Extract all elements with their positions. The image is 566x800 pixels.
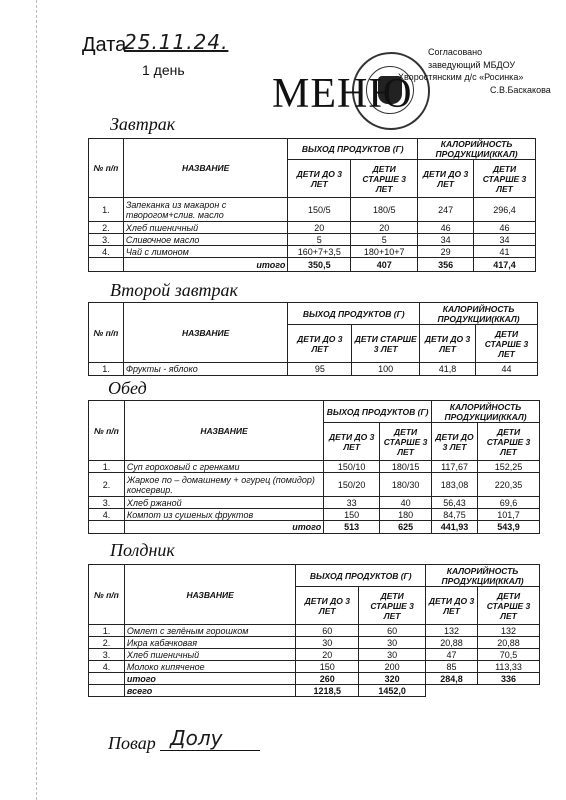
row-output-under3: 30	[296, 637, 359, 649]
day-label: 1 день	[142, 62, 185, 78]
signature-line	[160, 750, 260, 751]
row-output-under3: 33	[324, 497, 380, 509]
row-num: 3.	[89, 497, 125, 509]
row-num: 4.	[89, 246, 124, 258]
col-over3: ДЕТИ СТАРШЕ 3 ЛЕТ	[478, 587, 540, 625]
row-num: 2.	[89, 637, 125, 649]
cook-signature: Долу	[170, 726, 223, 750]
total-output-over3: 625	[380, 521, 432, 534]
row-num: 4.	[89, 661, 125, 673]
row-output-over3: 5	[351, 234, 418, 246]
row-output-under3: 5	[288, 234, 351, 246]
total-kcal-over3: 543,9	[478, 521, 540, 534]
row-kcal-over3: 70,5	[478, 649, 540, 661]
row-kcal-under3: 20,88	[426, 637, 478, 649]
total-label: итого	[123, 258, 287, 272]
col-under3: ДЕТИ ДО 3 ЛЕТ	[426, 587, 478, 625]
row-kcal-under3: 132	[426, 625, 478, 637]
table-row	[89, 363, 538, 376]
table-row	[89, 509, 540, 521]
row-name: Молоко кипяченое	[124, 661, 295, 673]
row-kcal-over3: 69,6	[478, 497, 540, 509]
grand-total-label: всего	[124, 685, 295, 697]
row-kcal-under3: 41,8	[420, 363, 476, 376]
total-output-under3: 350,5	[288, 258, 351, 272]
row-output-over3: 180/15	[380, 461, 432, 473]
table-row	[89, 461, 540, 473]
total-output-under3: 513	[324, 521, 380, 534]
row-name: Икра кабачковая	[124, 637, 295, 649]
table-row	[89, 625, 540, 637]
menu-table-lunch	[88, 400, 540, 534]
row-kcal-over3: 46	[474, 222, 536, 234]
date-value: 25.11.24.	[124, 30, 229, 54]
col-over3: ДЕТИ СТАРШЕ 3 ЛЕТ	[476, 325, 538, 363]
row-output-over3: 40	[380, 497, 432, 509]
col-under3: ДЕТИ ДО 3 ЛЕТ	[296, 587, 359, 625]
menu-table-breakfast	[88, 138, 536, 272]
row-output-over3: 180/30	[380, 473, 432, 497]
row-kcal-over3: 41	[474, 246, 536, 258]
row-kcal-over3: 101,7	[478, 509, 540, 521]
row-output-under3: 150/5	[288, 198, 351, 222]
row-kcal-over3: 34	[474, 234, 536, 246]
col-under3: ДЕТИ ДО 3 ЛЕТ	[418, 160, 474, 198]
col-output: ВЫХОД ПРОДУКТОВ (Г)	[324, 401, 432, 423]
row-output-under3: 20	[288, 222, 351, 234]
approval-block	[398, 46, 551, 96]
col-calories: КАЛОРИЙНОСТЬ ПРОДУКЦИИ(ККАЛ)	[420, 303, 538, 325]
grand-total-output-over3: 1452,0	[359, 685, 426, 697]
section-title-snack: Полдник	[110, 540, 175, 560]
row-kcal-over3: 113,33	[478, 661, 540, 673]
total-output-over3: 320	[359, 673, 426, 685]
col-output: ВЫХОД ПРОДУКТОВ (Г)	[288, 139, 418, 160]
row-output-under3: 150/20	[324, 473, 380, 497]
col-name: НАЗВАНИЕ	[123, 303, 288, 363]
row-name: Запеканка из макарон с творогом+слив. масло	[123, 198, 287, 222]
col-over3: ДЕТИ СТАРШЕ 3 ЛЕТ	[474, 160, 536, 198]
col-over3: ДЕТИ СТАРШЕ 3 ЛЕТ	[351, 160, 418, 198]
menu-table-snack	[88, 564, 540, 697]
col-name: НАЗВАНИЕ	[124, 565, 295, 625]
table-row	[89, 198, 536, 222]
total-row	[89, 673, 540, 685]
row-kcal-under3: 84,75	[432, 509, 478, 521]
row-output-under3: 60	[296, 625, 359, 637]
row-num: 1.	[89, 625, 125, 637]
row-num: 3.	[89, 649, 125, 661]
row-output-under3: 150	[324, 509, 380, 521]
row-kcal-over3: 132	[478, 625, 540, 637]
row-output-under3: 160+7+3,5	[288, 246, 351, 258]
approval-line: С.В.Баскакова	[490, 84, 551, 95]
row-name: Хлеб ржаной	[124, 497, 323, 509]
row-name: Хлеб пшеничный	[124, 649, 295, 661]
row-kcal-under3: 117,67	[432, 461, 478, 473]
table-row	[89, 649, 540, 661]
total-output-under3: 260	[296, 673, 359, 685]
row-name: Суп гороховый с гренками	[124, 461, 323, 473]
page-edge	[36, 0, 37, 800]
section-title-second-breakfast: Второй завтрак	[110, 280, 238, 300]
row-kcal-under3: 29	[418, 246, 474, 258]
col-under3: ДЕТИ ДО 3 ЛЕТ	[288, 160, 351, 198]
col-name: НАЗВАНИЕ	[124, 401, 323, 461]
approval-line: заведующий МБДОУ	[428, 59, 516, 70]
col-under3: ДЕТИ ДО 3 ЛЕТ	[420, 325, 476, 363]
row-kcal-under3: 46	[418, 222, 474, 234]
section-title-breakfast: Завтрак	[110, 114, 176, 134]
col-under3: ДЕТИ ДО 3 ЛЕТ	[432, 423, 478, 461]
grand-total-row	[89, 685, 540, 697]
table-row	[89, 497, 540, 509]
row-kcal-under3: 183,08	[432, 473, 478, 497]
row-num: 1.	[89, 363, 124, 376]
row-kcal-under3: 56,43	[432, 497, 478, 509]
row-kcal-under3: 34	[418, 234, 474, 246]
row-output-over3: 100	[352, 363, 420, 376]
row-kcal-over3: 20,88	[478, 637, 540, 649]
grand-total-output-under3: 1218,5	[296, 685, 359, 697]
row-name: Чай с лимоном	[123, 246, 287, 258]
approval-line: Хворостянским д/с «Росинка»	[398, 72, 524, 82]
row-kcal-over3: 296,4	[474, 198, 536, 222]
table-row	[89, 637, 540, 649]
col-num: № п/п	[89, 139, 124, 198]
col-over3: ДЕТИ СТАРШЕ 3 ЛЕТ	[380, 423, 432, 461]
col-over3: ДЕТИ СТАРШЕ 3 ЛЕТ	[352, 325, 420, 363]
col-over3: ДЕТИ СТАРШЕ 3 ЛЕТ	[478, 423, 540, 461]
col-num: № п/п	[89, 303, 124, 363]
row-kcal-under3: 47	[426, 649, 478, 661]
col-output: ВЫХОД ПРОДУКТОВ (Г)	[288, 303, 420, 325]
approval-line: Согласовано	[428, 47, 483, 57]
section-title-lunch: Обед	[108, 378, 147, 398]
date-label: Дата	[82, 34, 127, 56]
row-output-over3: 180/5	[351, 198, 418, 222]
total-row	[89, 521, 540, 534]
total-output-over3: 407	[351, 258, 418, 272]
row-num: 1.	[89, 198, 124, 222]
col-under3: ДЕТИ ДО 3 ЛЕТ	[324, 423, 380, 461]
table-row	[89, 222, 536, 234]
col-num: № п/п	[89, 401, 125, 461]
total-kcal-over3: 417,4	[474, 258, 536, 272]
row-output-under3: 150	[296, 661, 359, 673]
row-output-over3: 180	[380, 509, 432, 521]
row-num: 4.	[89, 509, 125, 521]
col-calories: КАЛОРИЙНОСТЬ ПРОДУКЦИИ(ККАЛ)	[426, 565, 540, 587]
row-kcal-under3: 85	[426, 661, 478, 673]
total-row	[89, 258, 536, 272]
row-output-over3: 20	[351, 222, 418, 234]
col-under3: ДЕТИ ДО 3 ЛЕТ	[288, 325, 352, 363]
table-row	[89, 661, 540, 673]
col-output: ВЫХОД ПРОДУКТОВ (Г)	[296, 565, 426, 587]
row-kcal-over3: 44	[476, 363, 538, 376]
row-output-over3: 30	[359, 649, 426, 661]
row-name: Фрукты - яблоко	[123, 363, 288, 376]
row-name: Сливочное масло	[123, 234, 287, 246]
total-label: итого	[124, 673, 295, 685]
table-row	[89, 473, 540, 497]
col-name: НАЗВАНИЕ	[123, 139, 287, 198]
table-row	[89, 234, 536, 246]
total-kcal-under3: 441,93	[432, 521, 478, 534]
row-num: 3.	[89, 234, 124, 246]
row-name: Омлет с зелёным горошком	[124, 625, 295, 637]
row-kcal-over3: 152,25	[478, 461, 540, 473]
row-kcal-under3: 247	[418, 198, 474, 222]
col-over3: ДЕТИ СТАРШЕ 3 ЛЕТ	[359, 587, 426, 625]
row-output-over3: 200	[359, 661, 426, 673]
col-calories: КАЛОРИЙНОСТЬ ПРОДУКЦИИ(ККАЛ)	[432, 401, 540, 423]
col-num: № п/п	[89, 565, 125, 625]
row-num: 2.	[89, 222, 124, 234]
col-calories: КАЛОРИЙНОСТЬ ПРОДУКЦИИ(ККАЛ)	[418, 139, 536, 160]
page-title: МЕНЮ	[272, 71, 413, 117]
row-output-under3: 150/10	[324, 461, 380, 473]
total-kcal-under3: 284,8	[426, 673, 478, 685]
row-output-under3: 20	[296, 649, 359, 661]
row-name: Хлеб пшеничный	[123, 222, 287, 234]
row-num: 2.	[89, 473, 125, 497]
row-num: 1.	[89, 461, 125, 473]
total-kcal-over3: 336	[478, 673, 540, 685]
total-label: итого	[124, 521, 323, 534]
menu-table-second-breakfast	[88, 302, 538, 376]
row-output-over3: 60	[359, 625, 426, 637]
cook-label: Повар	[108, 733, 156, 753]
row-output-over3: 30	[359, 637, 426, 649]
total-kcal-under3: 356	[418, 258, 474, 272]
row-output-under3: 95	[288, 363, 352, 376]
table-row	[89, 246, 536, 258]
row-name: Жаркое по – домашнему + огурец (помидор) консервир.	[124, 473, 323, 497]
row-name: Компот из сушеных фруктов	[124, 509, 323, 521]
row-kcal-over3: 220,35	[478, 473, 540, 497]
row-output-over3: 180+10+7	[351, 246, 418, 258]
